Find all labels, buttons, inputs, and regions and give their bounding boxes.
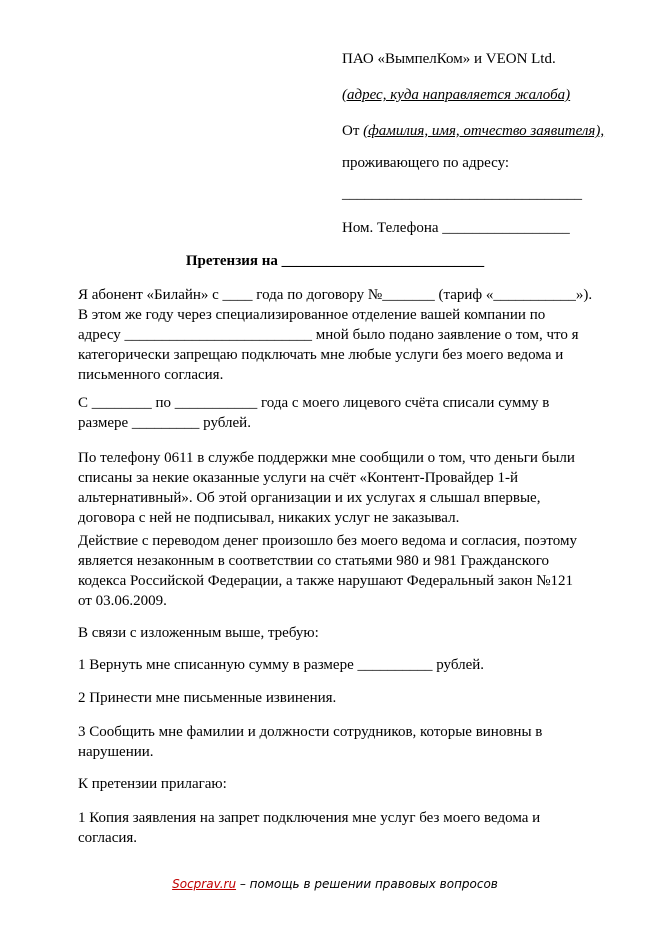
text-line: С ________ по ___________ года с моего лицевого счёта списали сумму в xyxy=(78,395,550,411)
footer xyxy=(0,877,670,891)
residing-label: проживающего по адресу: xyxy=(342,155,510,171)
paragraph-support xyxy=(78,448,598,528)
paragraph-demand-intro: В связи с изложенным выше, требую: xyxy=(78,625,319,641)
text-line: письменного согласия. xyxy=(78,367,224,383)
text-line: Действие с переводом денег произошло без моего ведома и согласия, поэтому xyxy=(78,533,577,549)
sender-name-hint: (фамилия, имя, отчество заявителя), xyxy=(363,123,605,139)
demand-item-employees xyxy=(78,722,598,762)
paragraph-subscriber xyxy=(78,285,598,385)
text-line: альтернативный». Об этой организации и их услугах я слышал впервые, xyxy=(78,490,541,506)
attachment-item xyxy=(78,808,598,848)
paragraph-charge xyxy=(78,393,598,433)
claim-title-blank: ___________________________ xyxy=(281,253,485,269)
text-line: По телефону 0611 в службе поддержки мне сообщили о том, что деньги были xyxy=(78,450,575,466)
text-line: категорически запрещаю подключать мне любые услуги без моего ведома и xyxy=(78,347,564,363)
recipient-address-hint: (адрес, куда направляется жалоба) xyxy=(342,87,571,103)
text-line: кодекса Российской Федерации, а также нарушают Федеральный закон №121 xyxy=(78,573,574,589)
text-line: В этом же году через специализированное отделение вашей компании по xyxy=(78,307,546,323)
text-line: адресу _________________________ мной было подано заявление о том, что я xyxy=(78,327,579,343)
text-line: является незаконным в соответствии со статьями 980 и 981 Гражданского xyxy=(78,553,550,569)
text-line: списаны за некие оказанные услуги на счёт «Контент-Провайдер 1-й xyxy=(78,470,519,486)
text-line: согласия. xyxy=(78,830,138,846)
sender-label: От xyxy=(342,123,360,139)
sender-line xyxy=(342,122,604,140)
demand-item-refund: 1 Вернуть мне списанную сумму в размере __________ рублей. xyxy=(78,657,485,673)
footer-link[interactable]: Socprav.ru xyxy=(172,877,237,891)
text-line: Я абонент «Билайн» с ____ года по договору №_______ (тариф «___________»). xyxy=(78,287,593,303)
attachments-intro: К претензии прилагаю: xyxy=(78,776,227,792)
text-line: нарушении. xyxy=(78,744,154,760)
phone-line: Ном. Телефона _________________ xyxy=(342,220,570,236)
text-line: от 03.06.2009. xyxy=(78,593,167,609)
address-blank-line: ________________________________ xyxy=(342,186,582,202)
claim-title-prefix: Претензия на xyxy=(185,253,278,269)
footer-tagline: – помощь в решении правовых вопросов xyxy=(236,877,498,891)
recipient-company: ПАО «ВымпелКом» и VEON Ltd. xyxy=(342,51,556,67)
text-line: размере _________ рублей. xyxy=(78,415,251,431)
text-line: договора с ней не подписывал, никаких услуг не заказывал. xyxy=(78,510,460,526)
demand-item-apology: 2 Принести мне письменные извинения. xyxy=(78,690,337,706)
text-line: 3 Сообщить мне фамилии и должности сотрудников, которые виновны в xyxy=(78,724,543,740)
claim-title xyxy=(0,253,670,270)
text-line: 1 Копия заявления на запрет подключения мне услуг без моего ведома и xyxy=(78,810,541,826)
paragraph-legal xyxy=(78,531,598,611)
